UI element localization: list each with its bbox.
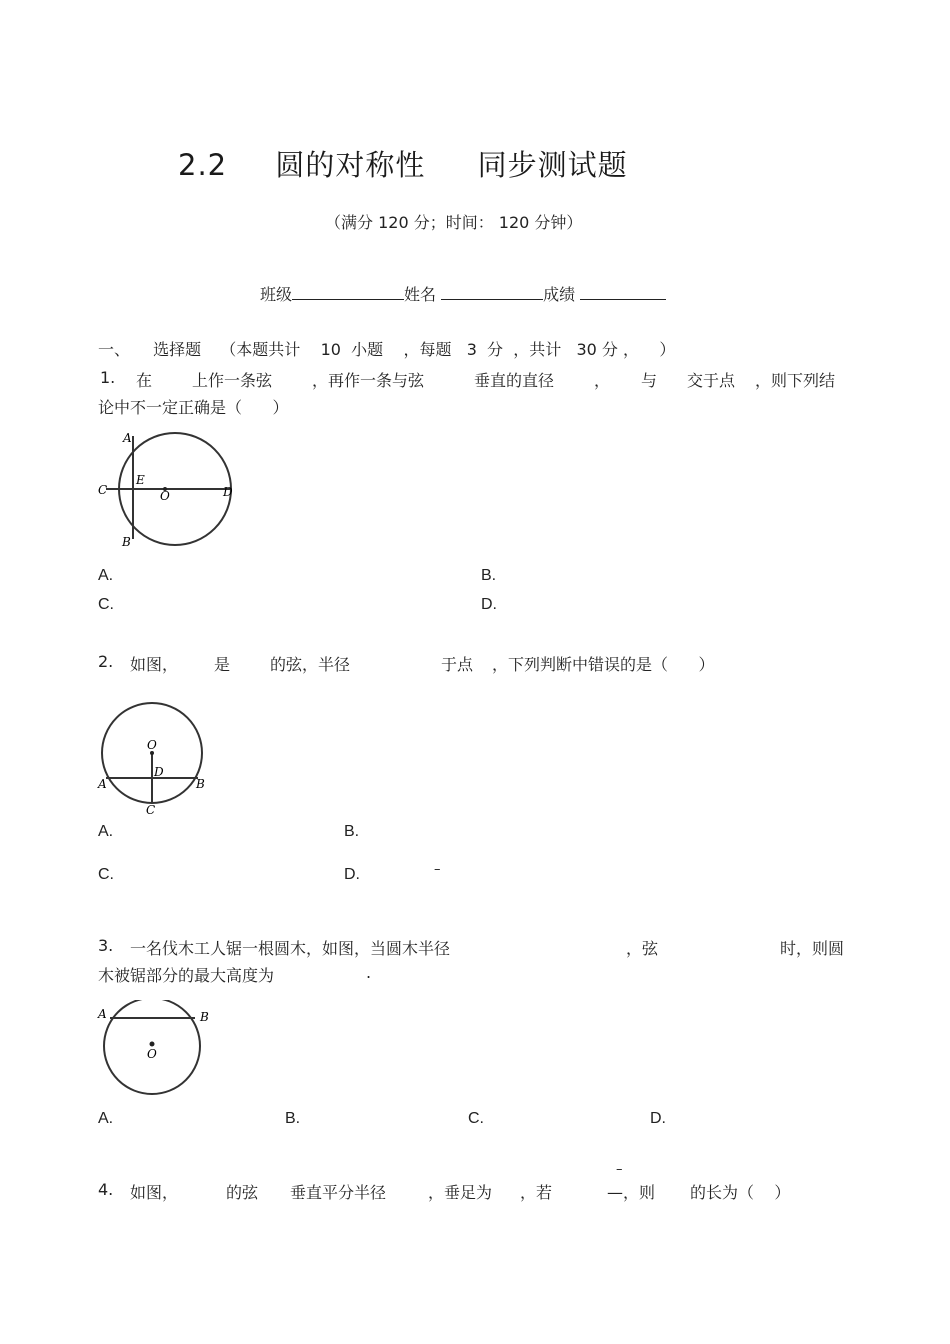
q1-option-d[interactable]: D. — [481, 596, 497, 613]
score-blank[interactable] — [580, 285, 666, 300]
q1-text: 与 — [641, 371, 658, 390]
q3-label-b: B — [200, 1010, 209, 1024]
title-number: 2.2 — [178, 148, 228, 182]
q2-text: 是 — [214, 655, 231, 674]
student-info-line — [260, 282, 666, 305]
q1-label-c: C — [98, 483, 108, 497]
q2-label-b: B — [196, 777, 205, 791]
q4-text: 垂直平分半径 — [290, 1183, 387, 1202]
q4-dash-mark: – — [616, 1162, 623, 1177]
q1-label-a: A — [123, 431, 132, 445]
q2-text: 于点 — [441, 655, 474, 674]
q1-label-o: O — [160, 489, 170, 503]
q1-label-e: E — [136, 473, 145, 487]
q1-option-c[interactable]: C. — [98, 596, 114, 613]
q1-text: ，则下列结 — [755, 371, 836, 390]
q3-circle-figure — [96, 1000, 216, 1100]
q1-label-d: D — [223, 485, 233, 499]
subtitle: （满分 120 分；时间： 120 分钟） — [325, 213, 583, 232]
q2-text: ，下列判断中错误的是（ ） — [492, 655, 715, 674]
q1-text: 上作一条弦 — [192, 371, 273, 390]
q1-text: ，再作一条与弦 — [312, 371, 425, 390]
q1-text: ， — [594, 371, 611, 390]
page-title — [178, 143, 628, 184]
q3-number: 3. — [98, 936, 114, 955]
q3-option-d[interactable]: D. — [650, 1110, 666, 1127]
q4-text: ，垂足为 — [428, 1183, 493, 1202]
q2-option-c[interactable]: C. — [98, 866, 114, 883]
q2-option-a[interactable]: A. — [98, 823, 114, 840]
q4-number: 4. — [98, 1180, 114, 1199]
q4-text: 如图， — [130, 1183, 179, 1202]
q4-text: 的弦 — [226, 1183, 259, 1202]
q3-text-line2: . — [366, 963, 372, 982]
q3-option-b[interactable]: B. — [285, 1110, 301, 1127]
q2-circle-figure — [96, 700, 214, 818]
q2-label-a: A — [98, 777, 107, 791]
q3-text: ，弦 — [626, 939, 659, 958]
q3-option-a[interactable]: A. — [98, 1110, 114, 1127]
name-label: 姓名 — [404, 285, 437, 304]
q1-text-line2: 论中不一定正确是（ ） — [98, 398, 289, 417]
q2-label-o: O — [147, 738, 157, 752]
q3-label-a: A — [98, 1007, 107, 1021]
title-suffix: 同步测试题 — [477, 148, 628, 182]
q3-text: 一名伐木工人锯一根圆木，如图，当圆木半径 — [130, 939, 451, 958]
q1-circle-figure — [96, 428, 242, 552]
q3-text-line2: 木被锯部分的最大高度为 — [98, 966, 275, 985]
section-heading — [98, 337, 675, 360]
q2-text: 的弦，半径 — [270, 655, 351, 674]
section-detail: （本题共计 10 小题 ，每题 3 分 ，共计 30 分 ， ） — [220, 340, 676, 359]
q4-text: —，则 — [607, 1183, 656, 1202]
section-prefix: 一、 — [98, 340, 131, 359]
q1-text: 在 — [136, 371, 153, 390]
q2-option-b[interactable]: B. — [344, 823, 360, 840]
section-title: 选择题 — [153, 340, 202, 359]
q2-text: 如图， — [130, 655, 179, 674]
q3-option-c[interactable]: C. — [468, 1110, 484, 1127]
q1-number: 1. — [100, 368, 116, 387]
q3-text: 时，则圆 — [780, 939, 845, 958]
class-label: 班级 — [260, 285, 293, 304]
q1-text: 交于点 — [687, 371, 736, 390]
q4-text: 的长为（ ） — [690, 1183, 791, 1202]
score-label: 成绩 — [543, 285, 576, 304]
q4-text: ，若 — [520, 1183, 553, 1202]
class-blank[interactable] — [292, 285, 404, 300]
q3-label-o: O — [147, 1047, 157, 1061]
q2-label-d: D — [154, 765, 164, 779]
q1-text: 垂直的直径 — [474, 371, 555, 390]
q1-option-b[interactable]: B. — [481, 567, 497, 584]
q1-label-b: B — [122, 535, 131, 549]
name-blank[interactable] — [441, 285, 543, 300]
q2-label-c: C — [146, 803, 156, 817]
q1-line1 — [100, 368, 115, 387]
q2-number: 2. — [98, 652, 114, 671]
title-topic: 圆的对称性 — [275, 148, 426, 182]
q2-option-d[interactable]: D. — [344, 866, 360, 883]
q1-option-a[interactable]: A. — [98, 567, 114, 584]
q2-dash-mark: – — [434, 862, 441, 877]
